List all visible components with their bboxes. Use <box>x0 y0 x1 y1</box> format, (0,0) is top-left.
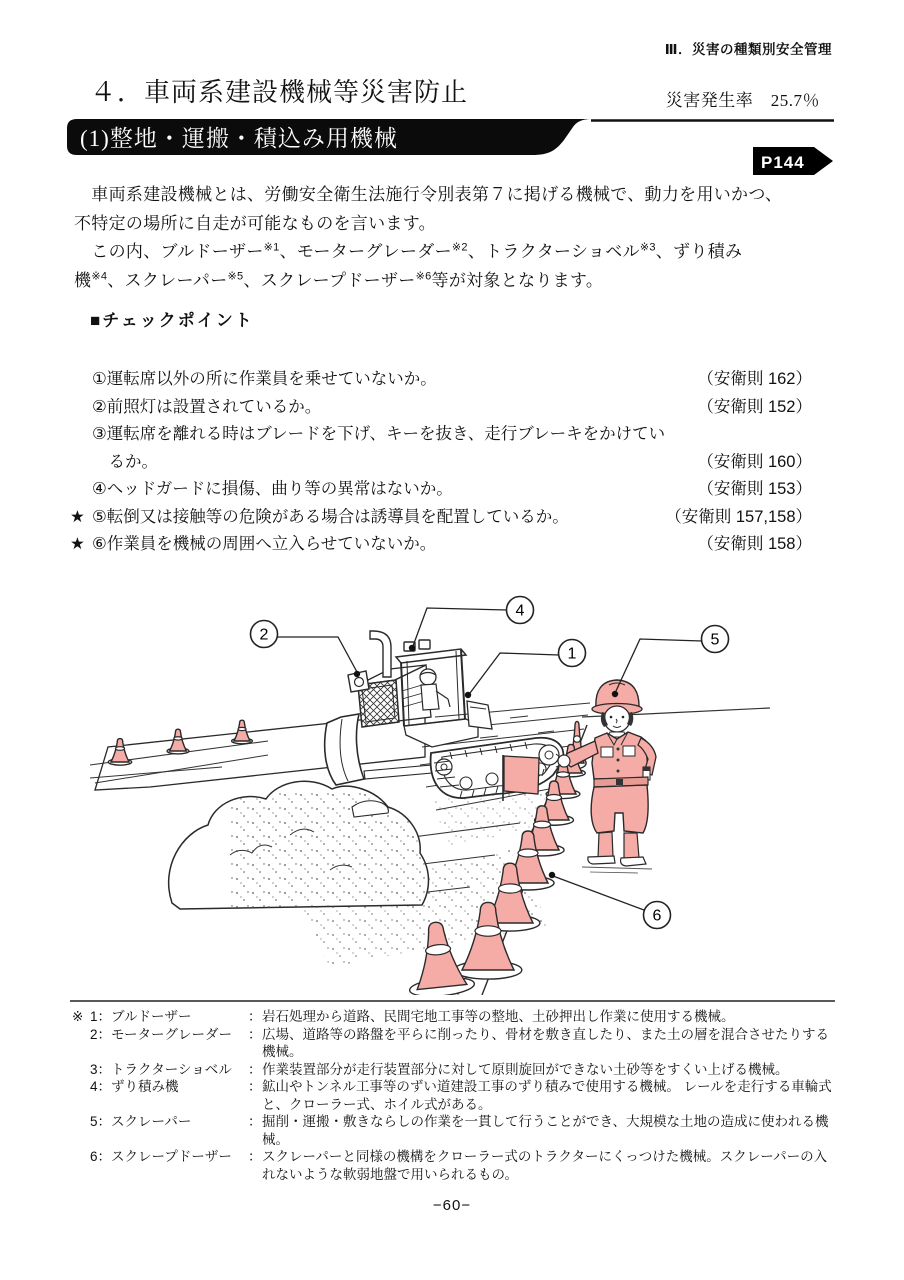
footnote-mark <box>72 1113 90 1148</box>
section-banner <box>64 116 836 158</box>
checkpoint-item <box>70 394 812 422</box>
checkpoint-text: ④ヘッドガードに損傷、曲り等の異常はないか。 <box>92 480 453 498</box>
footnote-row <box>72 1113 836 1148</box>
checkpoint-item <box>70 476 812 504</box>
checkpoint-text: ③運転席を離れる時はブレードを下げ、キーを抜き、走行ブレーキをかけてい るか。 <box>92 425 666 471</box>
dirt-pile <box>169 781 440 912</box>
page-title: ４．車両系建設機械等災害防止 <box>90 78 469 107</box>
footnote-description: 鉱山やトンネル工事等のずい道建設工事のずり積みで使用する機械。 レールを走行する車輪式と、クローラー式、ホイル式がある。 <box>262 1079 832 1112</box>
callout-1 <box>559 640 586 667</box>
footnote-colon: ： <box>248 1114 262 1129</box>
footnote-mark <box>72 1078 90 1113</box>
footnote-mark <box>72 1061 90 1079</box>
footnote-colon: ： <box>248 1026 262 1042</box>
checkpoints-heading: ■チェックポイント <box>90 311 254 330</box>
footnote-row <box>72 1148 836 1183</box>
face <box>604 706 630 732</box>
checkpoint-item <box>70 531 812 559</box>
star-marker: ★ <box>70 507 85 526</box>
footnote-term: 2：モーターグレーダー <box>90 1026 232 1042</box>
callout-5-label: 5 <box>710 631 720 649</box>
footnote-term: 5：スクレーパー <box>90 1114 192 1129</box>
footnote-description: 作業装置部分が走行装置部分に対して原則旋回ができない土砂等をすくい上げる機械。 <box>262 1061 789 1077</box>
accident-rate-label: 災害発生率 25.7％ <box>665 91 820 110</box>
page-ref-badge <box>752 146 836 176</box>
machine-illustration <box>90 595 770 995</box>
section-banner-shape <box>64 116 836 158</box>
callout-2-label: 2 <box>259 626 269 644</box>
pants <box>591 785 648 833</box>
callout-4 <box>507 597 534 624</box>
footnote-reference-sup: ※3 <box>639 241 656 254</box>
footnote-description: スクレーパーと同様の機構をクローラー式のトラクターにくっつけた機械。スクレーパーの入れないような軟弱地盤で用いられるもの。 <box>262 1149 828 1182</box>
chest-pocket <box>623 746 635 756</box>
intro-paragraph-1: 車両系建設機械とは、労働安全衛生法施行令別表第７に掲げる機械で、動力を用いかつ、 不特定の場所に自走が可能なものを言います。 <box>74 185 783 233</box>
checkpoint-text: ①運転席以外の所に作業員を乗せていないか。 <box>92 370 437 388</box>
footnotes <box>72 1008 836 1183</box>
footnote-reference-sup: ※6 <box>415 269 432 282</box>
footnote-colon: ： <box>248 1149 262 1164</box>
checkpoint-text: ②前照灯は設置されているか。 <box>92 397 322 416</box>
chest-pocket <box>601 747 613 757</box>
footnote-colon: ： <box>248 1079 262 1094</box>
regulation-reference: （安衛則 152） <box>697 397 812 416</box>
footnote-term: 3：トラクターショベル <box>90 1061 232 1077</box>
chapter-header: Ⅲ．災害の種類別安全管理 <box>664 42 832 57</box>
section-banner-label: (1)整地・運搬・積込み用機械 <box>80 126 398 151</box>
footnote-term: 6：スクレープドーザー <box>90 1149 232 1164</box>
roof-light <box>419 640 430 649</box>
footnote-row <box>72 1026 836 1061</box>
checkpoint-item <box>70 421 812 476</box>
footnote-row <box>72 1008 836 1026</box>
callout-2 <box>251 621 278 648</box>
checkpoint-item <box>70 366 812 394</box>
page-number: −60− <box>432 1197 472 1214</box>
callout-1-label: 1 <box>567 645 577 663</box>
footnote-mark: ※ <box>72 1009 84 1024</box>
checkpoint-item <box>70 504 812 532</box>
footnote-description: 広場、道路等の路盤を平らに削ったり、骨材を敷き直したり、また土の層を混合させたりする機械。 <box>262 1026 829 1059</box>
footnote-reference-sup: ※5 <box>227 269 244 282</box>
callout-6-label: 6 <box>652 907 662 925</box>
regulation-reference: （安衛則 158） <box>697 535 812 553</box>
footnote-description: 掘削・運搬・敷きならしの作業を一貫して行うことができ、大規模な土地の造成に使われる機械。 <box>262 1114 829 1147</box>
checkpoint-text: ⑤転倒又は接触等の危険がある場合は誘導員を配置しているか。 <box>92 507 569 526</box>
regulation-reference: （安衛則 157,158） <box>665 507 812 526</box>
intro-paragraph-2: この内、ブルドーザー$^{※1}$、モーターグレーダー$^{※2}$、トラクターショベル$^{※3}$、ずり積み 機$^{※4}$、スクレーパー$^{※5}$、スクレープドーザー$^{※6}$等が対象となります。 <box>74 241 743 290</box>
shoe <box>621 857 646 866</box>
footnote-reference-sup: ※1 <box>263 241 280 254</box>
footnote-term: 4：ずり積み機 <box>90 1079 179 1094</box>
callout-4-label: 4 <box>515 602 525 620</box>
footnote-row <box>72 1061 836 1079</box>
shoe <box>588 856 615 864</box>
exhaust-pipe <box>370 631 391 677</box>
jacket <box>592 732 648 779</box>
footnote-colon: ： <box>248 1061 262 1077</box>
page-ref-label: P144 <box>761 153 805 172</box>
footnote-colon: ： <box>248 1009 262 1024</box>
footnote-mark <box>72 1026 90 1061</box>
checkpoints-list <box>70 366 812 559</box>
callout-5 <box>702 626 729 653</box>
crawler-track <box>431 738 564 798</box>
star-marker: ★ <box>70 535 85 553</box>
footnote-term: 1：ブルドーザー <box>90 1009 192 1024</box>
regulation-reference: （安衛則 160） <box>697 452 812 471</box>
regulation-reference: （安衛則 162） <box>697 370 812 388</box>
intro-paragraphs <box>74 181 836 295</box>
footnote-reference-sup: ※4 <box>91 269 108 282</box>
checkpoint-text: ⑥作業員を機械の周囲へ立入らせていないか。 <box>92 535 437 553</box>
regulation-reference: （安衛則 153） <box>697 480 812 498</box>
footnote-mark <box>72 1148 90 1183</box>
footnote-description: 岩石処理から道路、民間宅地工事等の整地、土砂押出し作業に使用する機械。 <box>262 1009 735 1024</box>
callout-6 <box>644 902 671 929</box>
footnote-reference-sup: ※2 <box>451 241 468 254</box>
footnote-row <box>72 1078 836 1113</box>
footnote-divider <box>70 1000 835 1002</box>
operator <box>420 669 450 710</box>
bulldozer-scene <box>90 595 770 995</box>
